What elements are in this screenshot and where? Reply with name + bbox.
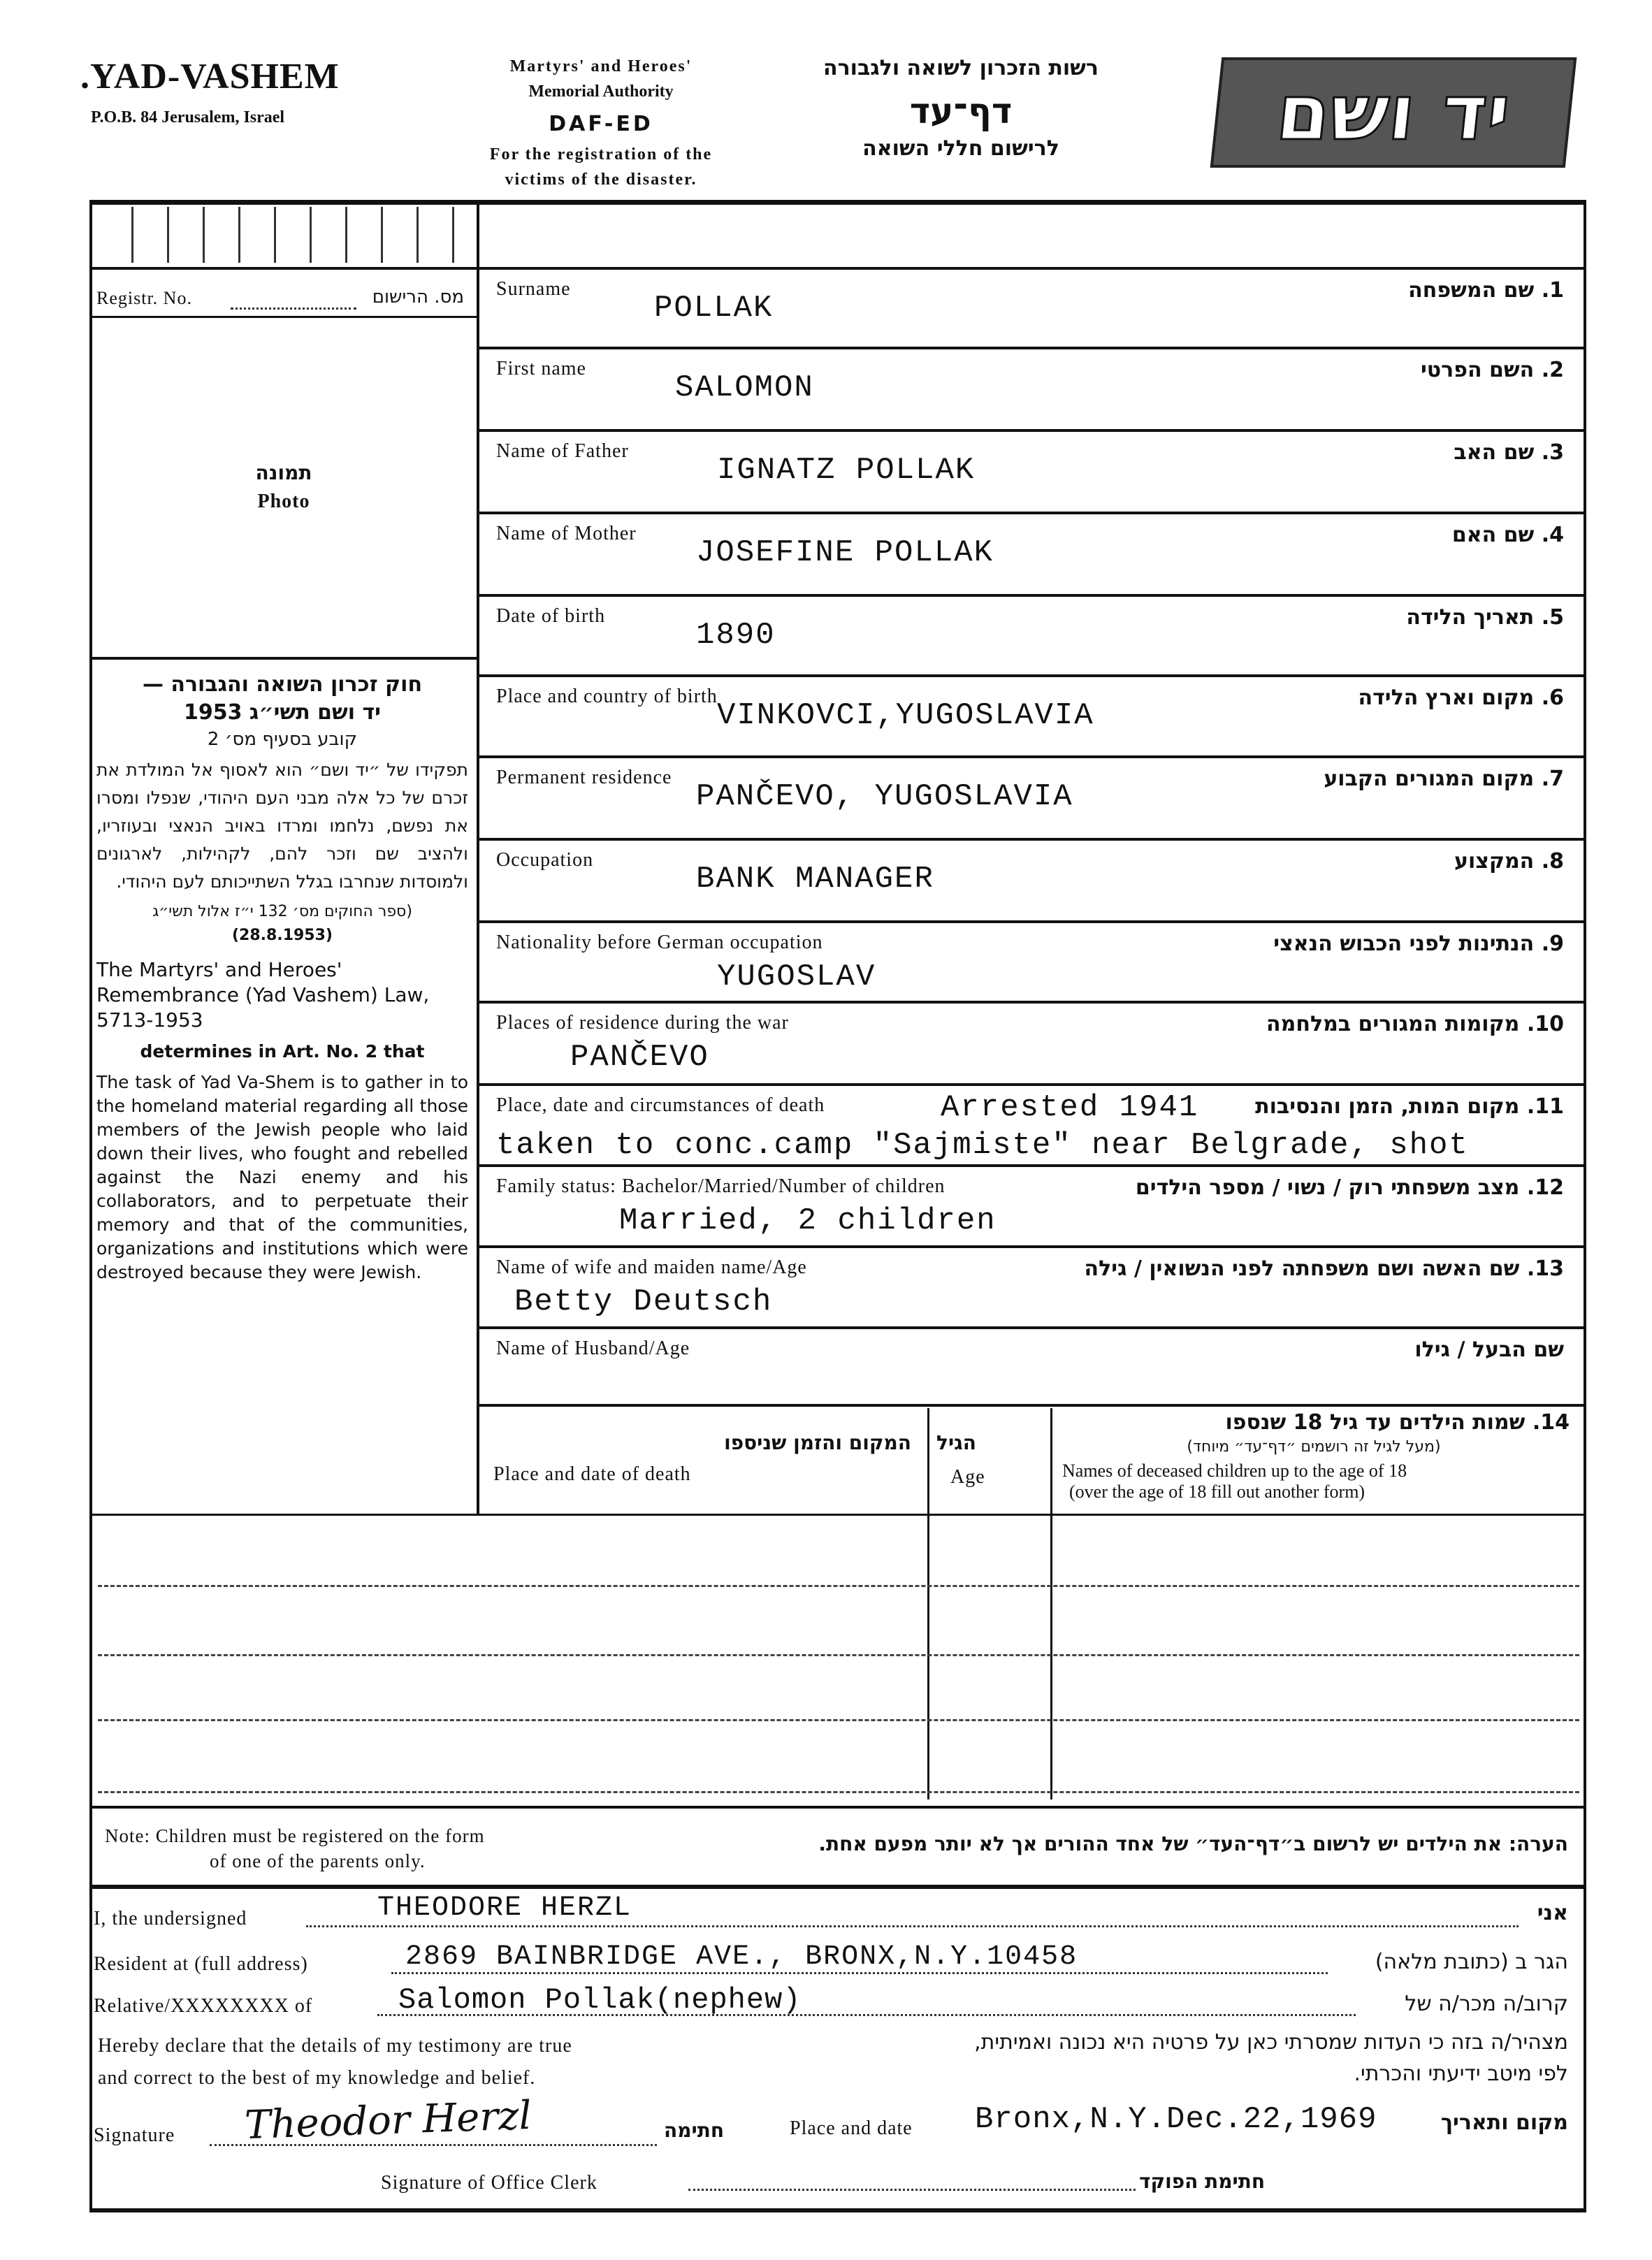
declare-line1: Hereby declare that the details of my testimony are true [98,2035,572,2057]
place-date-heb: מקום ותאריך [1440,2110,1568,2135]
frame-bottom [89,2208,1586,2212]
heb-authority: רשות הזכרון לשואה ולגבורה [823,56,1099,80]
clerk-heb: חתימת הפוקד [1139,2170,1266,2193]
field-label-heb [1414,1338,1564,1362]
field-row[interactable] [479,841,1584,920]
law-en-title: The Martyrs' and Heroes' Remembrance (Yad Vashem) Law, 5713-1953 [96,958,430,1031]
field-row[interactable] [479,349,1584,429]
left-divider [89,1514,478,1516]
law-heb-ref: (ספר החוקים מס׳ 132 י״ז אלול תשי״ג [152,903,412,920]
child-row-4[interactable] [98,1791,1579,1793]
relative-label: Relative/XXXXXXXX of [94,1995,313,2017]
place-date-value: Bronx,N.Y.Dec.22,1969 [975,2102,1377,2137]
field-value: VINKOVCI,YUGOSLAVIA [717,698,1094,733]
field-number: 7. [1541,767,1564,791]
field-row[interactable] [479,1004,1584,1083]
registr-label: Registr. No. [96,288,192,308]
field-label: First name [496,358,586,379]
note-en-line1: Note: Children must be registered on the form [105,1825,485,1846]
child-row-1[interactable] [98,1585,1579,1587]
field-number: 2. [1541,358,1564,382]
field-label-heb [1454,849,1564,874]
field-label-heb [1324,767,1564,791]
purpose-line2: victims of the disaster. [505,171,697,189]
undersigned-value: THEODORE HERZL [377,1892,632,1924]
field-row[interactable] [479,758,1584,838]
field-number: 5. [1541,605,1564,630]
registr-heb: מס. הרישום [372,287,464,307]
field-label: Family status: Bachelor/Married/Number of children [496,1175,945,1197]
col-divider-names [1050,1408,1052,1799]
field-row[interactable] [479,1167,1584,1245]
field-label-heb [1406,605,1564,630]
declare-heb2: לפי מיטב ידיעתי והכרתי. [1354,2062,1568,2086]
field-heb-text: המקצוע [1454,849,1535,874]
field-number: 10. [1526,1012,1564,1036]
field-value: IGNATZ POLLAK [717,453,976,488]
undersigned-label: I, the undersigned [94,1908,247,1929]
field-label-heb [1454,440,1564,465]
note-heb: הערה: את הילדים יש לרשום ב״דף־העד״ של אחד ההורים אך לא יותר מפעם אחת. [818,1832,1568,1855]
field-heb-text: תאריך הלידה [1406,605,1535,630]
field-row[interactable] [479,1248,1584,1326]
place-date-label: Place and date [790,2117,913,2139]
field-row[interactable] [479,1329,1584,1404]
field-row[interactable] [479,514,1584,594]
field-number: 12. [1526,1175,1564,1200]
field-value: PANČEVO, YUGOSLAVIA [696,779,1073,814]
signature-value: Theodor Herzl [243,2092,532,2149]
children-heb-sub: (מעל לגיל זה רושמים ״דף־עד״ מיוחד) [1187,1438,1441,1456]
frame-top [89,200,1586,205]
photo-divider [89,657,478,660]
law-heb-title3: קובע בסעיף מס׳ 2 [207,729,358,750]
field-heb-text: מקום וארץ הלידה [1358,686,1535,710]
field-heb-text: השם הפרטי [1420,358,1535,382]
children-names-label: Names of deceased children up to the age of 18 [1062,1461,1407,1481]
undersigned-heb: אני [1537,1901,1568,1925]
note-divider-top [89,1806,1586,1809]
field-heb-text: שם המשפחה [1408,278,1535,303]
child-row-3[interactable] [98,1719,1579,1721]
field-number: 3. [1541,440,1564,465]
field-heb-text: הנתינות לפני הכבוש הנאצי [1273,932,1535,956]
field-heb-text: שם האם [1451,523,1535,547]
field-row[interactable] [479,597,1584,674]
place-heb: המקום והזמן שניספו [724,1431,911,1454]
field-label: Surname [496,278,571,300]
field-label: Date of birth [496,605,606,627]
field-heb-text: מקומות המגורים במלחמה [1266,1012,1520,1036]
photo-heb: תמונה [255,461,312,484]
field-number: 8. [1541,849,1564,874]
registration-tick-boxes [98,207,461,263]
field-label-heb [1273,932,1564,956]
children-num [1225,1410,1570,1435]
law-heb-body: תפקידו של ״יד ושם״ הוא לאסוף אל המולדת את זכרם של כל אלה מבני העם היהודי, שנפלו ומסרו את נפשם, נלחמו ומרדו באויב הנאצי ובעוזריו, ולהציב שם וזכר להם, לקהילות, לארגונים ולמוסדות שנחרבו בגלל השתייכותם לעם היהודי. [96,760,468,892]
photo-label: Photo [257,491,310,512]
law-en-body: The task of Yad Va-Shem is to gather in to the homeland material regarding all those members of the Jewish people who laid down their lives, who fought and rebelled against the Nazi enemy and his collaborators, and to perpetuate their memory and that of the communities, organizations and institutions which were destroyed because they were Jewish. [96,1072,468,1282]
signature-label: Signature [94,2124,175,2146]
field-label-heb [1255,1094,1564,1119]
field-number: 11. [1526,1094,1564,1119]
child-row-2[interactable] [98,1654,1579,1656]
field-label-heb [1408,278,1564,303]
yad-vashem-logo [1210,57,1577,168]
signature-heb: חתימה [664,2119,725,2142]
children-names-sub: (over the age of 18 fill out another form) [1069,1482,1365,1502]
field-value: YUGOSLAV [717,959,876,994]
field-heb-text: מצב משפחתי רוק / נשוי / מספר הילדים [1135,1175,1520,1200]
clerk-signature-field[interactable] [688,2189,1136,2191]
undersigned-field[interactable] [306,1925,1519,1927]
authority-line2: Memorial Authority [528,82,674,101]
place-label: Place and date of death [493,1463,691,1485]
registr-underline [89,316,478,318]
field-row[interactable] [479,923,1584,1001]
children-header-divider [477,1514,1586,1516]
frame-right [1584,203,1586,2210]
field-heb-text: שם האשה ושם משפחתה לפני הנשואין / גילה [1084,1256,1520,1281]
children-num-text: 14. [1532,1410,1570,1435]
field-label-heb [1421,358,1564,382]
row-divider [477,1404,1586,1407]
logo-text: יד ושם [1272,68,1515,157]
heb-form-name: דף־עד [909,91,1013,131]
field-label: Occupation [496,849,594,871]
field-heb-text: מקום המגורים הקבוע [1324,767,1535,791]
note-divider-bottom [89,1885,1586,1889]
note-en-line2: of one of the parents only. [210,1850,426,1871]
field-value: BANK MANAGER [696,862,934,897]
law-text [96,671,468,1284]
col-divider-age [927,1408,929,1799]
org-address: P.O.B. 84 Jerusalem, Israel [91,108,285,126]
field-value-continued: taken to conc.camp "Sajmiste" near Belgrade, shot [496,1128,1469,1163]
authority-line1: Martyrs' and Heroes' [509,57,693,75]
age-heb: הגיל [936,1431,976,1454]
registr-number-field[interactable] [231,307,356,310]
field-row[interactable] [479,677,1584,755]
field-number: 1. [1541,278,1564,303]
form-name: DAF-ED [549,112,653,136]
field-label-heb [1266,1012,1564,1036]
declare-line2: and correct to the best of my knowledge and belief. [98,2067,536,2089]
field-row[interactable] [479,270,1584,347]
field-value: 1890 [696,618,776,653]
resident-heb: הגר ב (כתובת מלאה) [1375,1950,1568,1974]
field-heb-text: מקום המות, הזמן והנסיבות [1255,1094,1520,1119]
field-label: Name of Husband/Age [496,1338,690,1359]
field-heb-text: שם הבעל / גילו [1414,1338,1564,1362]
resident-value: 2869 BAINBRIDGE AVE., BRONX,N.Y.10458 [405,1941,1078,1973]
field-number: 6. [1541,686,1564,710]
field-value: PANČEVO [570,1040,709,1075]
org-name: .YAD-VASHEM [80,57,340,96]
law-date: (28.8.1953) [232,927,333,944]
field-number: 4. [1541,523,1564,547]
law-heb-title2: יד ושם תשי״ג 1953 [183,700,381,725]
clerk-label: Signature of Office Clerk [381,2172,597,2194]
field-label: Permanent residence [496,767,672,788]
field-label: Place and country of birth [496,686,718,707]
field-label-heb [1452,523,1564,547]
field-label: Name of Father [496,440,629,462]
field-number: 13. [1526,1256,1564,1281]
relative-value: Salomon Pollak(nephew) [398,1983,802,2017]
field-label: Place, date and circumstances of death [496,1094,825,1116]
field-value: Betty Deutsch [514,1284,773,1319]
purpose-line1: For the registration of the [489,145,713,164]
law-en-determines: determines in Art. No. 2 that [140,1041,425,1062]
law-heb-title: חוק זכרון השואה והגבורה — [142,672,423,697]
field-heb-text: שם האב [1454,440,1535,465]
heb-purpose: לרישום חללי השואה [862,136,1059,161]
declare-heb1: מצהיר/ה בזה כי העדות שמסרתי כאן על פרטיה היא נכונה ואמיתית, [974,2030,1568,2055]
children-heb-title: שמות הילדים עד גיל 18 שנספו [1225,1410,1526,1435]
field-value: JOSEFINE POLLAK [696,535,994,570]
field-row[interactable] [479,1086,1584,1164]
field-label: Nationality before German occupation [496,932,823,953]
field-label: Name of Mother [496,523,637,544]
field-label-heb [1136,1175,1564,1200]
field-value: POLLAK [654,291,774,326]
field-label-heb [1085,1256,1565,1281]
field-row[interactable] [479,432,1584,512]
resident-label: Resident at (full address) [94,1953,308,1975]
field-label-heb [1358,686,1564,710]
field-label: Name of wife and maiden name/Age [496,1256,807,1278]
field-number: 9. [1541,932,1564,956]
field-value: SALOMON [675,370,814,405]
field-value: Married, 2 children [619,1203,997,1238]
field-label: Places of residence during the war [496,1012,789,1034]
field-value: Arrested 1941 [941,1090,1199,1125]
age-label: Age [950,1466,985,1488]
relative-heb: קרוב/ה מכר/ה של [1405,1992,1568,2016]
